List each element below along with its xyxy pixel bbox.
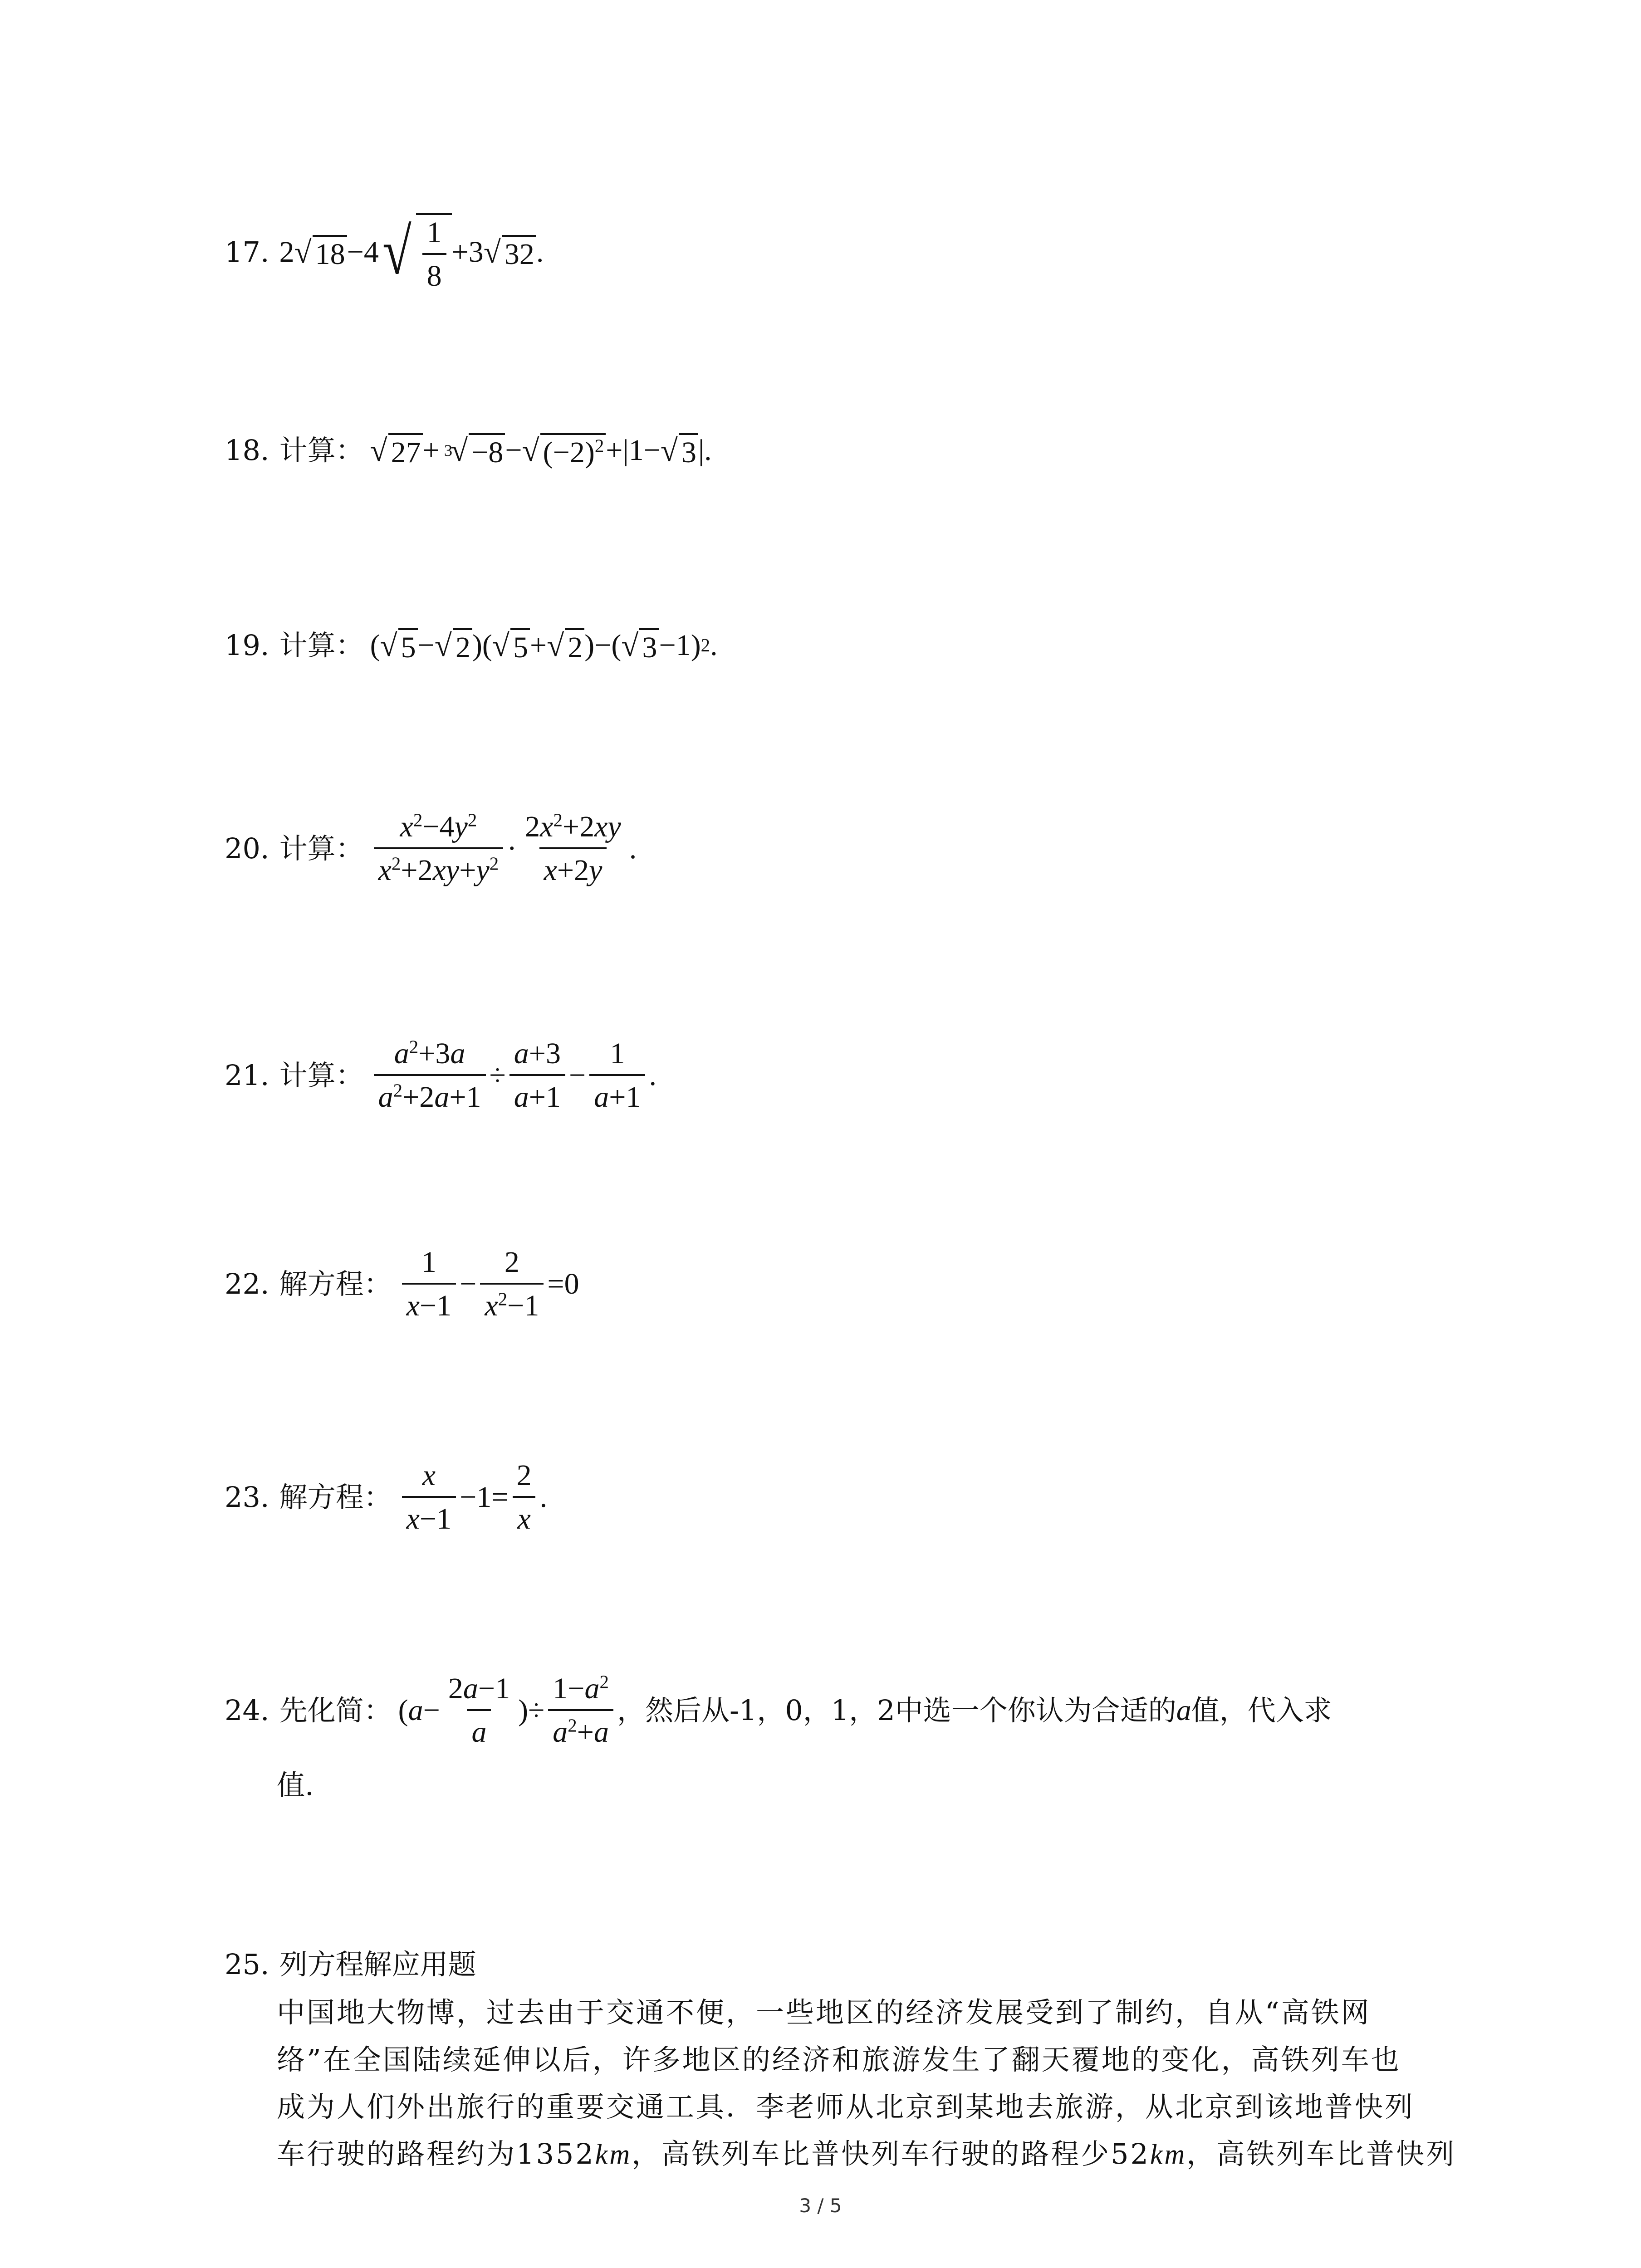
- equation: $\frac{x}{x-1}$ −1= $\frac{2}{x}$ .: [398, 1461, 547, 1534]
- problem-label: 解方程：: [279, 1267, 392, 1300]
- problem-18: [225, 433, 712, 468]
- text-line: [277, 2131, 1456, 2178]
- unit: km: [1150, 2139, 1187, 2170]
- problem-label: 计算：: [279, 434, 364, 467]
- expression: ( √ 5 − √ 2 )( √ 5 + √ 2 )−( √ 3 −1) 2 .: [370, 628, 718, 664]
- problem-label: 列方程解应用题: [279, 1948, 476, 1981]
- problem-number: 21.: [225, 1059, 269, 1092]
- problem-label: 先化简：: [279, 1694, 392, 1727]
- text-segment: ，高铁列车比普快列车行驶的路程少52: [632, 2137, 1150, 2170]
- problem-22: [225, 1247, 579, 1321]
- problem-19: [225, 628, 718, 663]
- page-number: 3 / 5: [799, 2195, 842, 2217]
- problem-number: 20.: [225, 832, 269, 865]
- expression: √ 27 + 3 √ −8 − √ $(-2)^2$ +|1− √ 3 |.: [370, 433, 712, 469]
- problem-21: [225, 1036, 656, 1114]
- text-line: 中国地大物博，过去由于交通不便，一些地区的经济发展受到了制约，自从“高铁网: [277, 1996, 1371, 2029]
- problem-24-line2: [277, 1769, 314, 1802]
- problem-17: [225, 213, 544, 291]
- problem-text: ，然后从-1，0，1，2中选一个你认为合适的: [617, 1694, 1176, 1727]
- equation: $\frac{1}{x-1}$ − $\frac{2}{x^2-1}$ =0: [398, 1247, 579, 1321]
- word-problem-text: [277, 1989, 1456, 2178]
- expression: $\frac{x^2-4y^2}{x^2+2xy+y^2}$ · $\frac{2x^2+2xy}{x+2y}$ .: [370, 812, 637, 885]
- problem-number: 23.: [225, 1481, 269, 1514]
- problem-number: 24.: [225, 1694, 269, 1727]
- problem-number: 25.: [225, 1948, 269, 1981]
- problem-label: 计算：: [279, 1059, 364, 1092]
- expression: 2 √ 18 −4 √ $\frac{1}{8}$ +3 √ 32 .: [279, 213, 544, 291]
- expression: $\frac{a^2+3a}{a^2+2a+1}$ ÷ $\frac{a+3}{a+1}$ − $\frac{1}{a+1}$ .: [370, 1039, 656, 1112]
- problem-24: [225, 1674, 1332, 1747]
- problem-label: 计算：: [279, 629, 364, 662]
- problem-25: [225, 1950, 483, 1979]
- text-segment: ，高铁列车比普快列: [1186, 2137, 1456, 2170]
- variable: a: [1176, 1694, 1191, 1727]
- text-line: 络”在全国陆续延伸以后，许多地区的经济和旅游发生了翻天覆地的变化，高铁列车也: [277, 2043, 1401, 2076]
- problem-20: [225, 812, 637, 885]
- text-segment: 车行驶的路程约为1352: [277, 2137, 595, 2170]
- expression: ( a − $\frac{2a-1}{a}$ )÷ $\frac{1-a^2}{a^2+a}$: [398, 1674, 617, 1747]
- problem-number: 18.: [225, 434, 269, 467]
- problem-label: 计算：: [279, 832, 364, 865]
- problem-number: 19.: [225, 629, 269, 662]
- problem-text: 值，代入求: [1191, 1694, 1332, 1727]
- problem-number: 17.: [225, 235, 269, 269]
- problem-label: 解方程：: [279, 1481, 392, 1514]
- problem-number: 22.: [225, 1267, 269, 1300]
- problem-23: [225, 1461, 547, 1534]
- text-line: 成为人们外出旅行的重要交通工具．李老师从北京到某地去旅游，从北京到该地普快列: [277, 2090, 1415, 2123]
- problem-text: 值.: [277, 1769, 314, 1802]
- unit: km: [595, 2139, 632, 2170]
